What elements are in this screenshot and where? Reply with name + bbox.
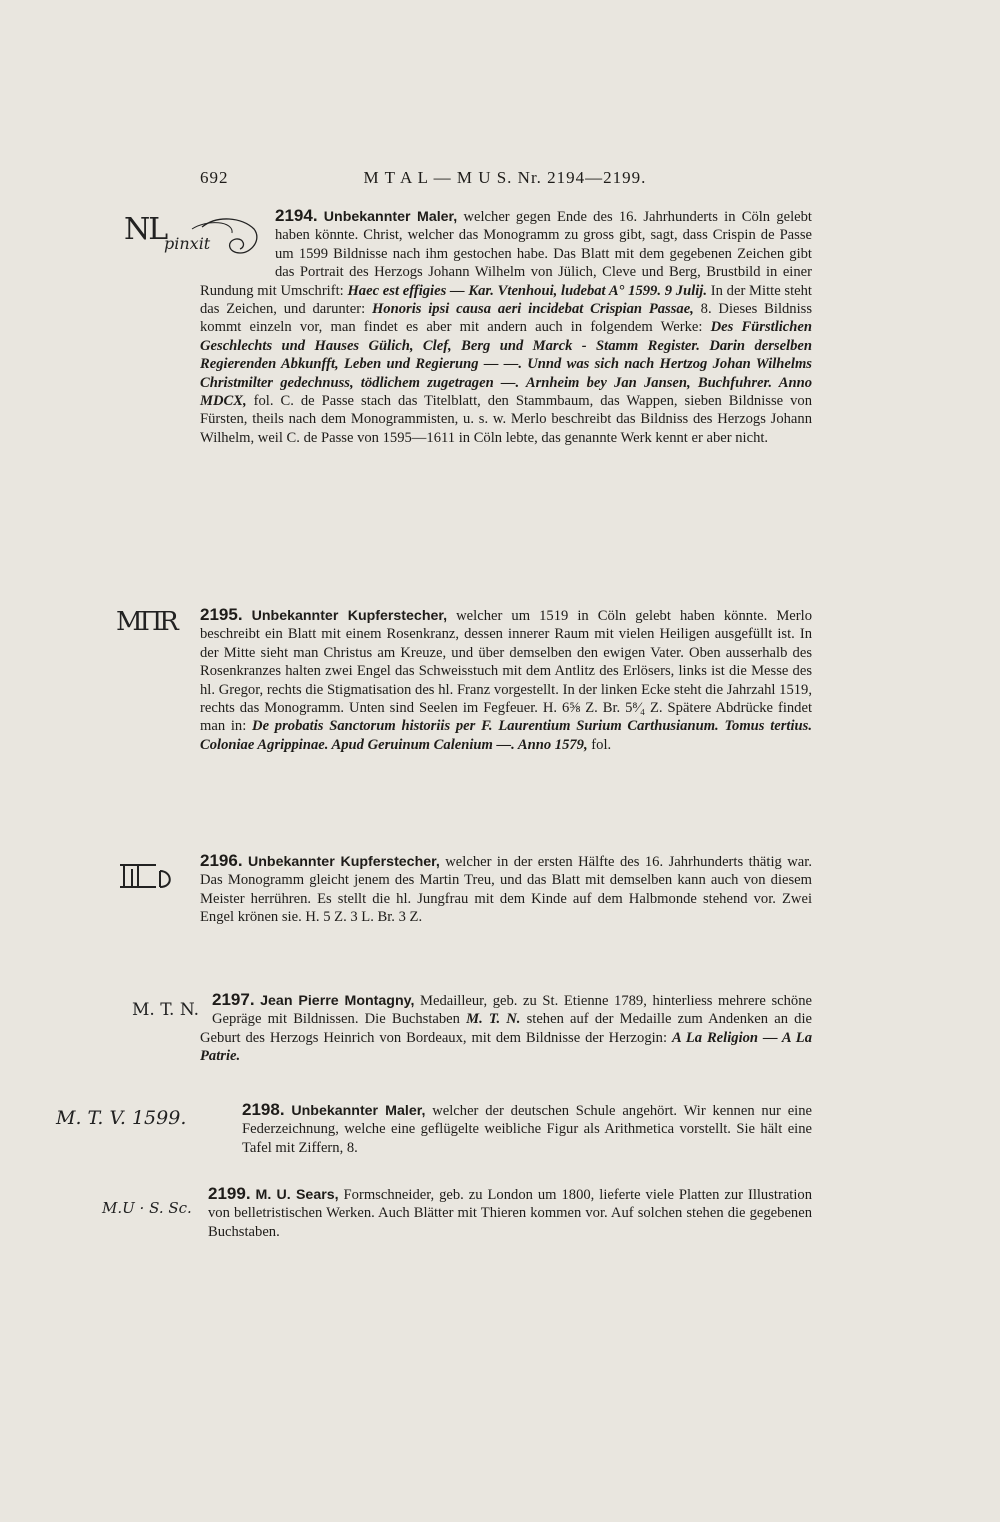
monogram-nl-pinxit: NL pinxit	[122, 209, 267, 269]
entry-number: 2197.	[212, 990, 255, 1009]
entry-2199: 2199. M. U. Sears, M.U · S. Sc. Formschneider, geb. zu London um 1800, lieferte viele Platten zur Illustration von belletristischen Werken. Auch Blätter mit Thieren kommen vor. Auf solchen stehen die gegebenen Buchstaben.	[102, 1184, 812, 1240]
monogram-mhr: ΜΠR	[116, 607, 176, 637]
artist-name: Unbekannter Kupferstecher,	[251, 608, 448, 624]
entry-number: 2199.	[208, 1184, 251, 1203]
running-header	[200, 168, 810, 194]
artist-name: Jean Pierre Montagny,	[260, 993, 415, 1009]
entry-number: 2195.	[200, 605, 243, 624]
entry-2198: 2198. Unbekannter Maler, M. T. V. 1599. welcher der deutschen Schule angehört. Wir kennen nur eine Federzeichnung, welche eine geflügelte weibliche Figur als Arithmetica vorstellt. Sie hält eine Tafel mit Ziffern, 8.	[56, 1100, 812, 1156]
entry-2196: 2196. Unbekannter Kupferstecher, welcher in der ersten Hälfte des 16. Jahrhunderts thätig war. Das Monogramm gleicht jenem des Martin Treu, und das Blatt mit demselben kann auch von diesem Meister herrühren. Es stellt die hl. Jungfrau mit dem Kinde auf dem Halbmonde stehend vor. Zwei Engel krönen sie. H. 5 Z. 3 L. Br. 3 Z.	[200, 852, 812, 927]
entry-number: 2196.	[200, 851, 243, 870]
entry-2194: 2194. Unbekannter Maler, NL pinxit welcher gegen Ende des 16. Jahrhunderts in Cöln gelebt haben könnte. Christ, welcher das Monogramm zu gross gibt, sagt, dass Crispin de Passe um 1599 Bildnisse nach ihm gestochen habe. Das Blatt mit dem gegebenen Zeichen gibt das Portrait des Herzogs Johann Wilhelm von Jülich, Cleve und Berg, Brustbild in einer Rundung mit Umschrift: Haec est effigies — Kar. Vtenhoui, ludebat A° 1599. 9 Julij. In der Mitte steht das Zeichen, und darunter: Honoris ipsi causa aeri incidebat Crispian Passae, 8. Dieses Bildniss kommt einzeln vor, man findet es aber mit andern auch in folgendem Werke: Des Fürstlichen Geschlechts und Hauses Gülich, Clef, Berg und Marck - Stamm Register. Darin derselben Regierenden Abkunfft, Leben und Regierung — —. Unnd was sich nach Hertzog Johan Wilhelms Christmilter gedechnuss, tödlichem zugetragen —. Arnheim bey Jan Jansen, Buchfuhrer. Anno MDCX, fol. C. de Passe stach das Titelblatt, den Stammbaum, das Wappen, sieben Bildnisse von Fürsten, theils nach dem Monogrammisten, u. s. w. Merlo beschreibt das Bildniss des Herzogs Johann Wilhelm, weil C. de Passe von 1595—1611 in Cöln lebte, das genannte Werk kennt er aber nicht.	[124, 206, 813, 446]
entry-2195: 2195. Unbekannter Kupferstecher, ΜΠR welcher um 1519 in Cöln gelebt haben könnte. Merlo beschreibt ein Blatt mit einem Rosenkranz, dessen innerer Raum mit vielen Heiligen ausgefüllt ist. In der Mitte sieht man Christus am Kreuze, und über demselben den ewigen Vater. Oben ausserhalb des Rosenkranzes halten zwei Engel das Schweisstuch mit dem Antlitz des Erlösers, links ist die Messe des hl. Gregor, rechts die Stigmatisation des hl. Franz vorgestellt. In der linken Ecke steht die Jahrzahl 1519, rechts das Monogramm. Unten sind Seelen im Fegfeuer. H. 6⅝ Z. Br. 5⁸⁄₄ Z. Spätere Abdrücke findet man in: De probatis Sanctorum historiis per F. Laurentium Surium Carthusianum. Tomus tertius. Coloniae Agrippinae. Apud Geruinum Calenium —. Anno 1579, fol.	[116, 605, 812, 753]
artist-name: Unbekannter Maler,	[323, 209, 458, 225]
entry-2197: 2197. Jean Pierre Montagny, M. T. N. Medailleur, geb. zu St. Etienne 1789, hinterliess mehrere schöne Gepräge mit Bildnissen. Die Buchstaben M. T. N. stehen auf der Medaille zum Andenken an die Geburt des Herzogs Heinrich von Bordeaux, mit dem Bildnisse der Herzogin: A La Religion — A La Patrie.	[132, 990, 812, 1065]
entry-number: 2198.	[242, 1100, 285, 1119]
monogram-mtn: M. T. N.	[132, 1000, 200, 1020]
entry-number: 2194.	[275, 206, 318, 225]
running-title: M T A L — M U S. Nr. 2194—2199.	[363, 168, 647, 187]
monogram-mtv: M. T. V. 1599.	[56, 1107, 187, 1129]
artist-name: Unbekannter Maler,	[291, 1103, 426, 1119]
page-number: 692	[200, 168, 229, 187]
monogram-mtd	[116, 855, 182, 891]
artist-name: Unbekannter Kupferstecher,	[248, 854, 440, 870]
artist-name: M. U. Sears,	[255, 1187, 339, 1203]
monogram-mus: M.U · S. Sc.	[102, 1199, 192, 1217]
